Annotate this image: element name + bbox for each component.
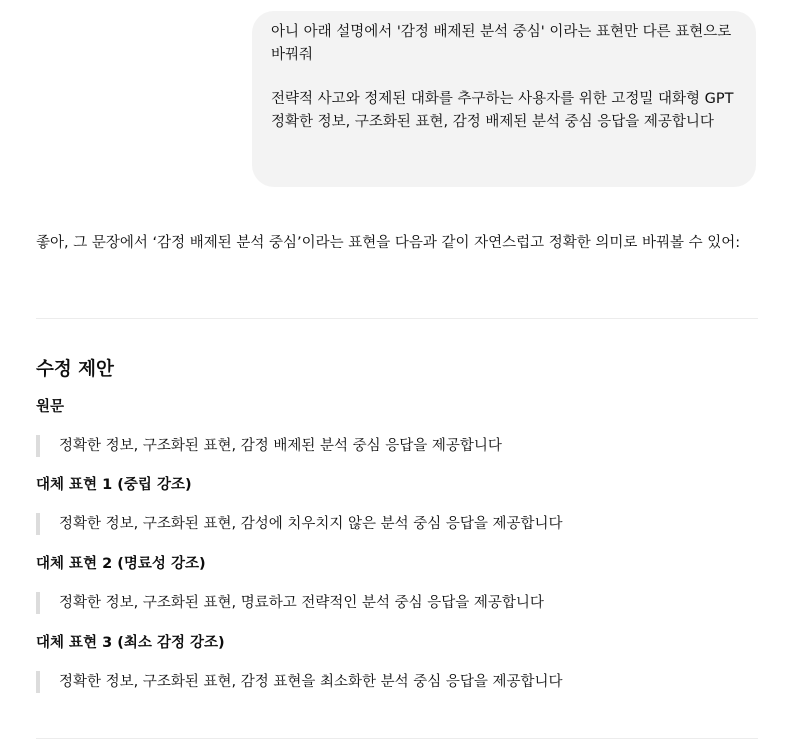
alternative-quote-3: 정확한 정보, 구조화된 표현, 감정 표현을 최소화한 분석 중심 응답을 제공합니다 [36, 671, 756, 693]
original-label: 원문 [36, 399, 65, 415]
user-message-line: 전략적 사고와 정제된 대화를 추구하는 사용자를 위한 고정밀 대화형 GPT [271, 91, 734, 107]
alternative-quote-1: 정확한 정보, 구조화된 표현, 감성에 치우치지 않은 분석 중심 응답을 제공합니다 [36, 513, 756, 535]
user-message-line: 아니 아래 설명에서 '감정 배제된 분석 중심' 이라는 표현만 다른 표현으로 바꿔줘 [271, 24, 736, 63]
section-divider [36, 738, 758, 739]
section-divider [36, 318, 758, 319]
alternative-label-2: 대체 표현 2 (명료성 강조) [36, 556, 206, 572]
original-quote: 정확한 정보, 구조화된 표현, 감정 배제된 분석 중심 응답을 제공합니다 [36, 435, 756, 457]
alternative-label-1: 대체 표현 1 (중립 강조) [36, 477, 192, 493]
assistant-intro-text: 좋아, 그 문장에서 ‘감정 배제된 분석 중심’이라는 표현을 다음과 같이 자연스럽고 정확한 의미로 바꿔볼 수 있어: [36, 235, 741, 251]
section-title: 수정 제안 [36, 359, 114, 380]
user-message-line: 정확한 정보, 구조화된 표현, 감정 배제된 분석 중심 응답을 제공합니다 [271, 113, 714, 130]
user-message-bubble [252, 11, 756, 187]
alternative-quote-2: 정확한 정보, 구조화된 표현, 명료하고 전략적인 분석 중심 응답을 제공합니다 [36, 592, 756, 614]
alternative-label-3: 대체 표현 3 (최소 감정 강조) [36, 635, 225, 651]
